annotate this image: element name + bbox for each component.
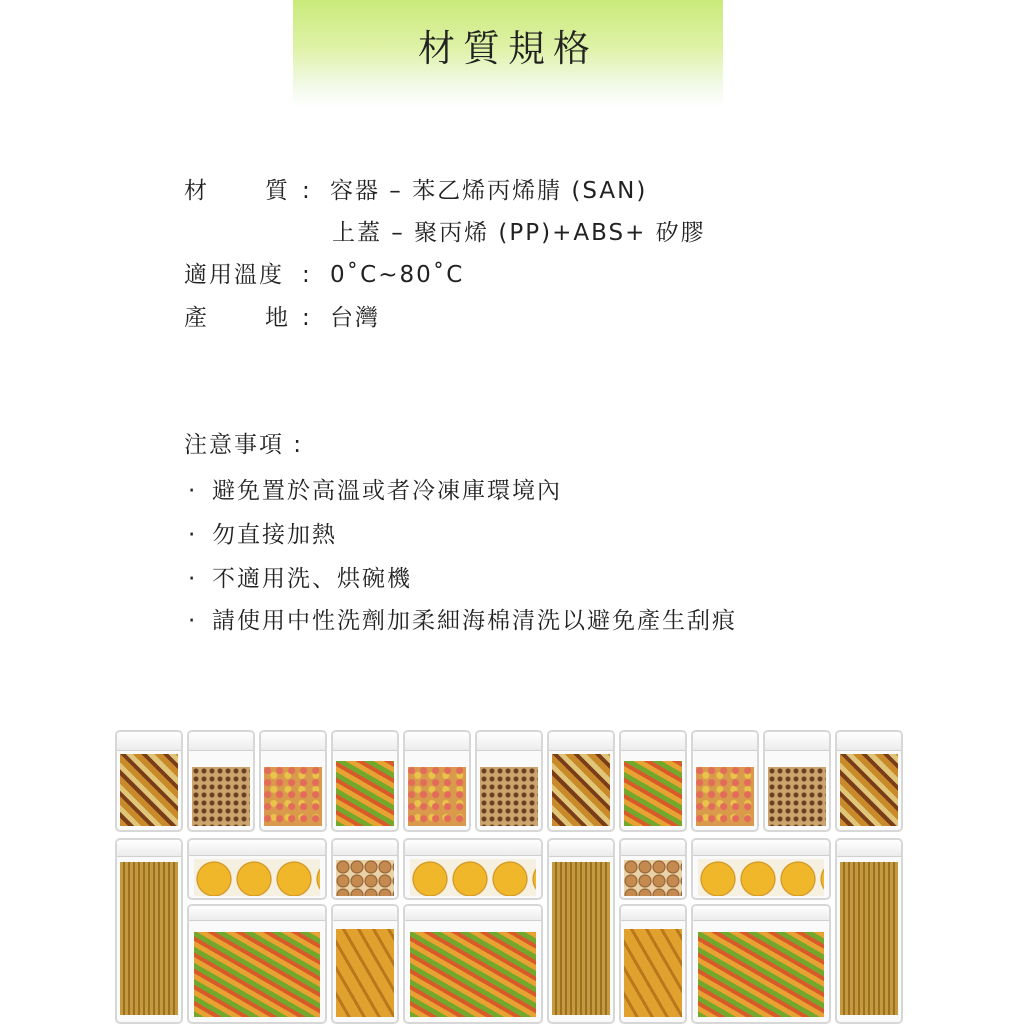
container-jar: [619, 904, 687, 1024]
container-jar: [475, 730, 543, 832]
bullet-icon: ·: [188, 566, 198, 592]
bullet-icon: ·: [188, 608, 198, 634]
spec-origin-row: [184, 299, 380, 332]
page-title: 材質規格: [418, 27, 598, 70]
container-jar: [331, 904, 399, 1024]
container-jar: [403, 730, 471, 832]
spec-temperature-sep: :: [302, 262, 312, 288]
note-item: [188, 560, 412, 593]
note-text: 不適用洗、烘碗機: [212, 566, 412, 592]
spec-origin-value: 台灣: [330, 305, 380, 331]
spec-temperature-row: [184, 256, 464, 289]
note-text: 避免置於高溫或者冷凍庫環境內: [212, 478, 562, 504]
container-jar: [331, 730, 399, 832]
spec-material-row: [184, 172, 647, 205]
note-text: 勿直接加熱: [212, 522, 337, 548]
container-jar: [259, 730, 327, 832]
note-item: [188, 516, 337, 549]
note-item: [188, 602, 737, 635]
container-jar: [547, 730, 615, 832]
container-jar: [763, 730, 831, 832]
product-photo: [110, 722, 910, 1024]
spec-temperature-label: 適用溫度: [184, 262, 284, 288]
container-jar: [691, 730, 759, 832]
spec-material-sep: :: [302, 178, 312, 204]
spec-material-label-a: 材: [184, 178, 209, 204]
container-jar: [403, 838, 543, 900]
bullet-icon: ·: [188, 522, 198, 548]
bullet-icon: ·: [188, 478, 198, 504]
spec-material-label: [184, 172, 290, 205]
spec-origin-label-a: 產: [184, 305, 209, 331]
note-text: 請使用中性洗劑加柔細海棉清洗以避免產生刮痕: [212, 608, 737, 634]
container-jar: [187, 838, 327, 900]
container-jar: [619, 730, 687, 832]
note-item: [188, 472, 562, 505]
container-jar: [835, 730, 903, 832]
container-jar: [691, 838, 831, 900]
container-jar: [187, 730, 255, 832]
spec-origin-label-b: 地: [265, 305, 290, 331]
spec-material-line2: 上蓋 – 聚丙烯 (PP)+ABS+ 矽膠: [332, 220, 706, 246]
spec-material-label-b: 質: [265, 178, 290, 204]
container-jar: [115, 730, 183, 832]
container-jar: [619, 838, 687, 900]
container-jar: [547, 838, 615, 1024]
spec-origin-sep: :: [302, 305, 312, 331]
container-jar: [187, 904, 327, 1024]
spec-temperature-value: 0˚C~80˚C: [330, 262, 465, 288]
container-jar: [115, 838, 183, 1024]
container-jar: [835, 838, 903, 1024]
container-jar: [331, 838, 399, 900]
spec-origin-label: [184, 299, 290, 332]
spec-material-line1: 容器 – 苯乙烯丙烯腈 (SAN): [330, 178, 648, 204]
container-jar: [403, 904, 543, 1024]
container-jar: [691, 904, 831, 1024]
notes-title: 注意事項 :: [184, 432, 304, 458]
